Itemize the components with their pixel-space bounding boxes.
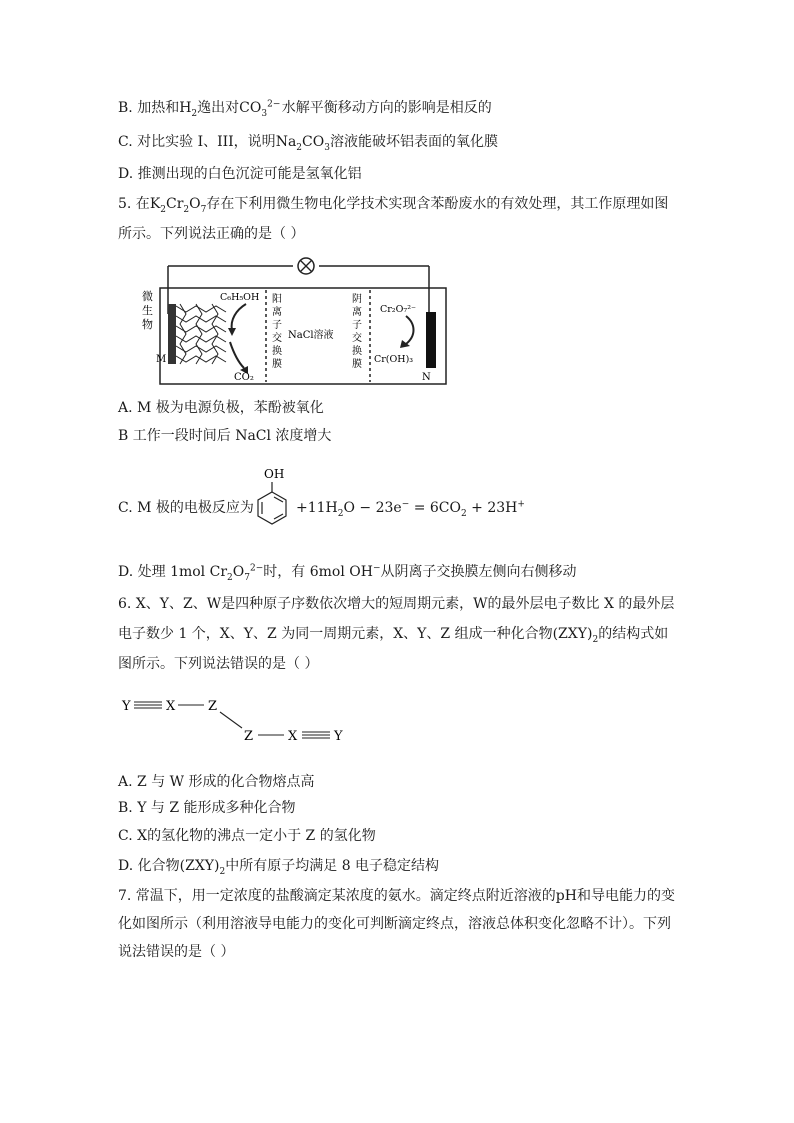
cation-membrane-label-1: 阳 [272, 294, 282, 305]
anion-membrane-label-2: 离 [352, 307, 362, 318]
q6-stem-line3: 图所示。下列说法错误的是（ ） [118, 656, 319, 672]
q6-stem-line2: 电子数少 1 个，X、Y、Z 为同一周期元素，X、Y、Z 组成一种化合物$(ZXY)_2$的结构式如 [118, 626, 669, 645]
nacl-label: NaCl溶液 [288, 330, 334, 341]
m-electrode [168, 304, 226, 364]
atom-x-right: X [288, 729, 298, 744]
cation-membrane-label-2: 离 [272, 307, 282, 318]
m-label: M [156, 354, 167, 365]
q4-option-c: C. 对比实验 I、III，说明$Na_2CO_3$溶液能破坏铝表面的氧化膜 [118, 134, 498, 153]
anion-membrane-label-5: 换 [352, 346, 362, 357]
q6-option-d: D. 化合物$(ZXY)_2$中所有原子均满足 8 电子稳定结构 [118, 858, 440, 877]
q6-option-c: C. X的氢化物的沸点一定小于 Z 的氢化物 [118, 828, 376, 844]
cation-membrane-label-5: 换 [272, 346, 282, 357]
phenol-label: C₆H₅OH [220, 292, 260, 303]
chromium-hydroxide-label: Cr(OH)₃ [374, 354, 414, 365]
q6-option-a: A. Z 与 W 形成的化合物熔点高 [118, 774, 315, 790]
q5-option-b: B 工作一段时间后 NaCl 浓度增大 [118, 428, 332, 444]
atom-z-right: Z [244, 729, 254, 744]
anion-membrane-label-4: 交 [352, 333, 362, 344]
dichromate-label: Cr₂O₇²⁻ [380, 304, 417, 315]
q5-stem-line1: 5. 在$K_2Cr_2O_7$存在下利用微生物电化学技术实现含苯酚废水的有效处理，其工作原理如图 [118, 196, 669, 215]
q6-stem-line1: 6. X、Y、Z、W是四种原子序数依次增大的短周期元素，W的最外层电子数比 X 的最外层 [118, 596, 675, 612]
q5-stem-line2: 所示。下列说法正确的是（ ） [118, 226, 305, 242]
atom-y-left: Y [122, 699, 131, 714]
q5-option-a: A. M 极为电源负极，苯酚被氧化 [118, 400, 324, 416]
atom-z-left: Z [208, 699, 218, 714]
anion-membrane-label-6: 膜 [352, 359, 362, 370]
hydroxyl-label: OH [264, 467, 285, 481]
lamp-icon [298, 258, 314, 274]
microbe-label-2: 生 [142, 304, 153, 317]
q4-option-b: B. 加热和$H_2$逸出对$CO_3^{2-}$ 水解平衡移动方向的影响是相反的 [118, 99, 492, 119]
q7-stem-line1: 7. 常温下，用一定浓度的盐酸滴定某浓度的氨水。滴定终点附近溶液的pH和导电能力的变 [118, 888, 675, 904]
q7-stem-line2: 化如图所示（利用溶液导电能力的变化可判断滴定终点，溶液总体积变化忽略不计）。下列 [118, 916, 671, 932]
electrochemical-cell-diagram [138, 254, 450, 388]
anion-membrane-label-1: 阴 [352, 294, 362, 305]
zxy2-structural-formula [118, 692, 358, 748]
atom-x-left: X [166, 699, 176, 714]
q4-option-d: D. 推测出现的白色沉淀可能是氢氧化铝 [118, 166, 362, 182]
anion-membrane-label-3: 子 [352, 320, 362, 331]
cation-membrane-label-4: 交 [272, 333, 282, 344]
n-label: N [422, 372, 431, 383]
microbe-label-1: 微 [142, 290, 153, 303]
q5-option-c-equation: $+11H_2O - 23e^- = 6CO_2 + 23H^+$ [296, 499, 525, 519]
microbe-label-3: 物 [142, 318, 153, 331]
cation-membrane-label-6: 膜 [272, 359, 282, 370]
q5-option-d: D. 处理 1mol $Cr_2O_7^{2-}$时，有 6mol OH−从阴离子交换膜左侧向右侧移动 [118, 563, 577, 583]
q5-option-c: C. M 极的电极反应为 [118, 500, 254, 516]
cation-membrane-label-3: 子 [272, 320, 282, 331]
co2-label: CO₂ [234, 372, 254, 383]
q7-stem-line3: 说法错误的是（ ） [118, 944, 235, 960]
q6-option-b: B. Y 与 Z 能形成多种化合物 [118, 800, 296, 816]
n-electrode [426, 312, 436, 368]
atom-y-right: Y [334, 729, 343, 744]
phenol-structure [252, 466, 292, 532]
